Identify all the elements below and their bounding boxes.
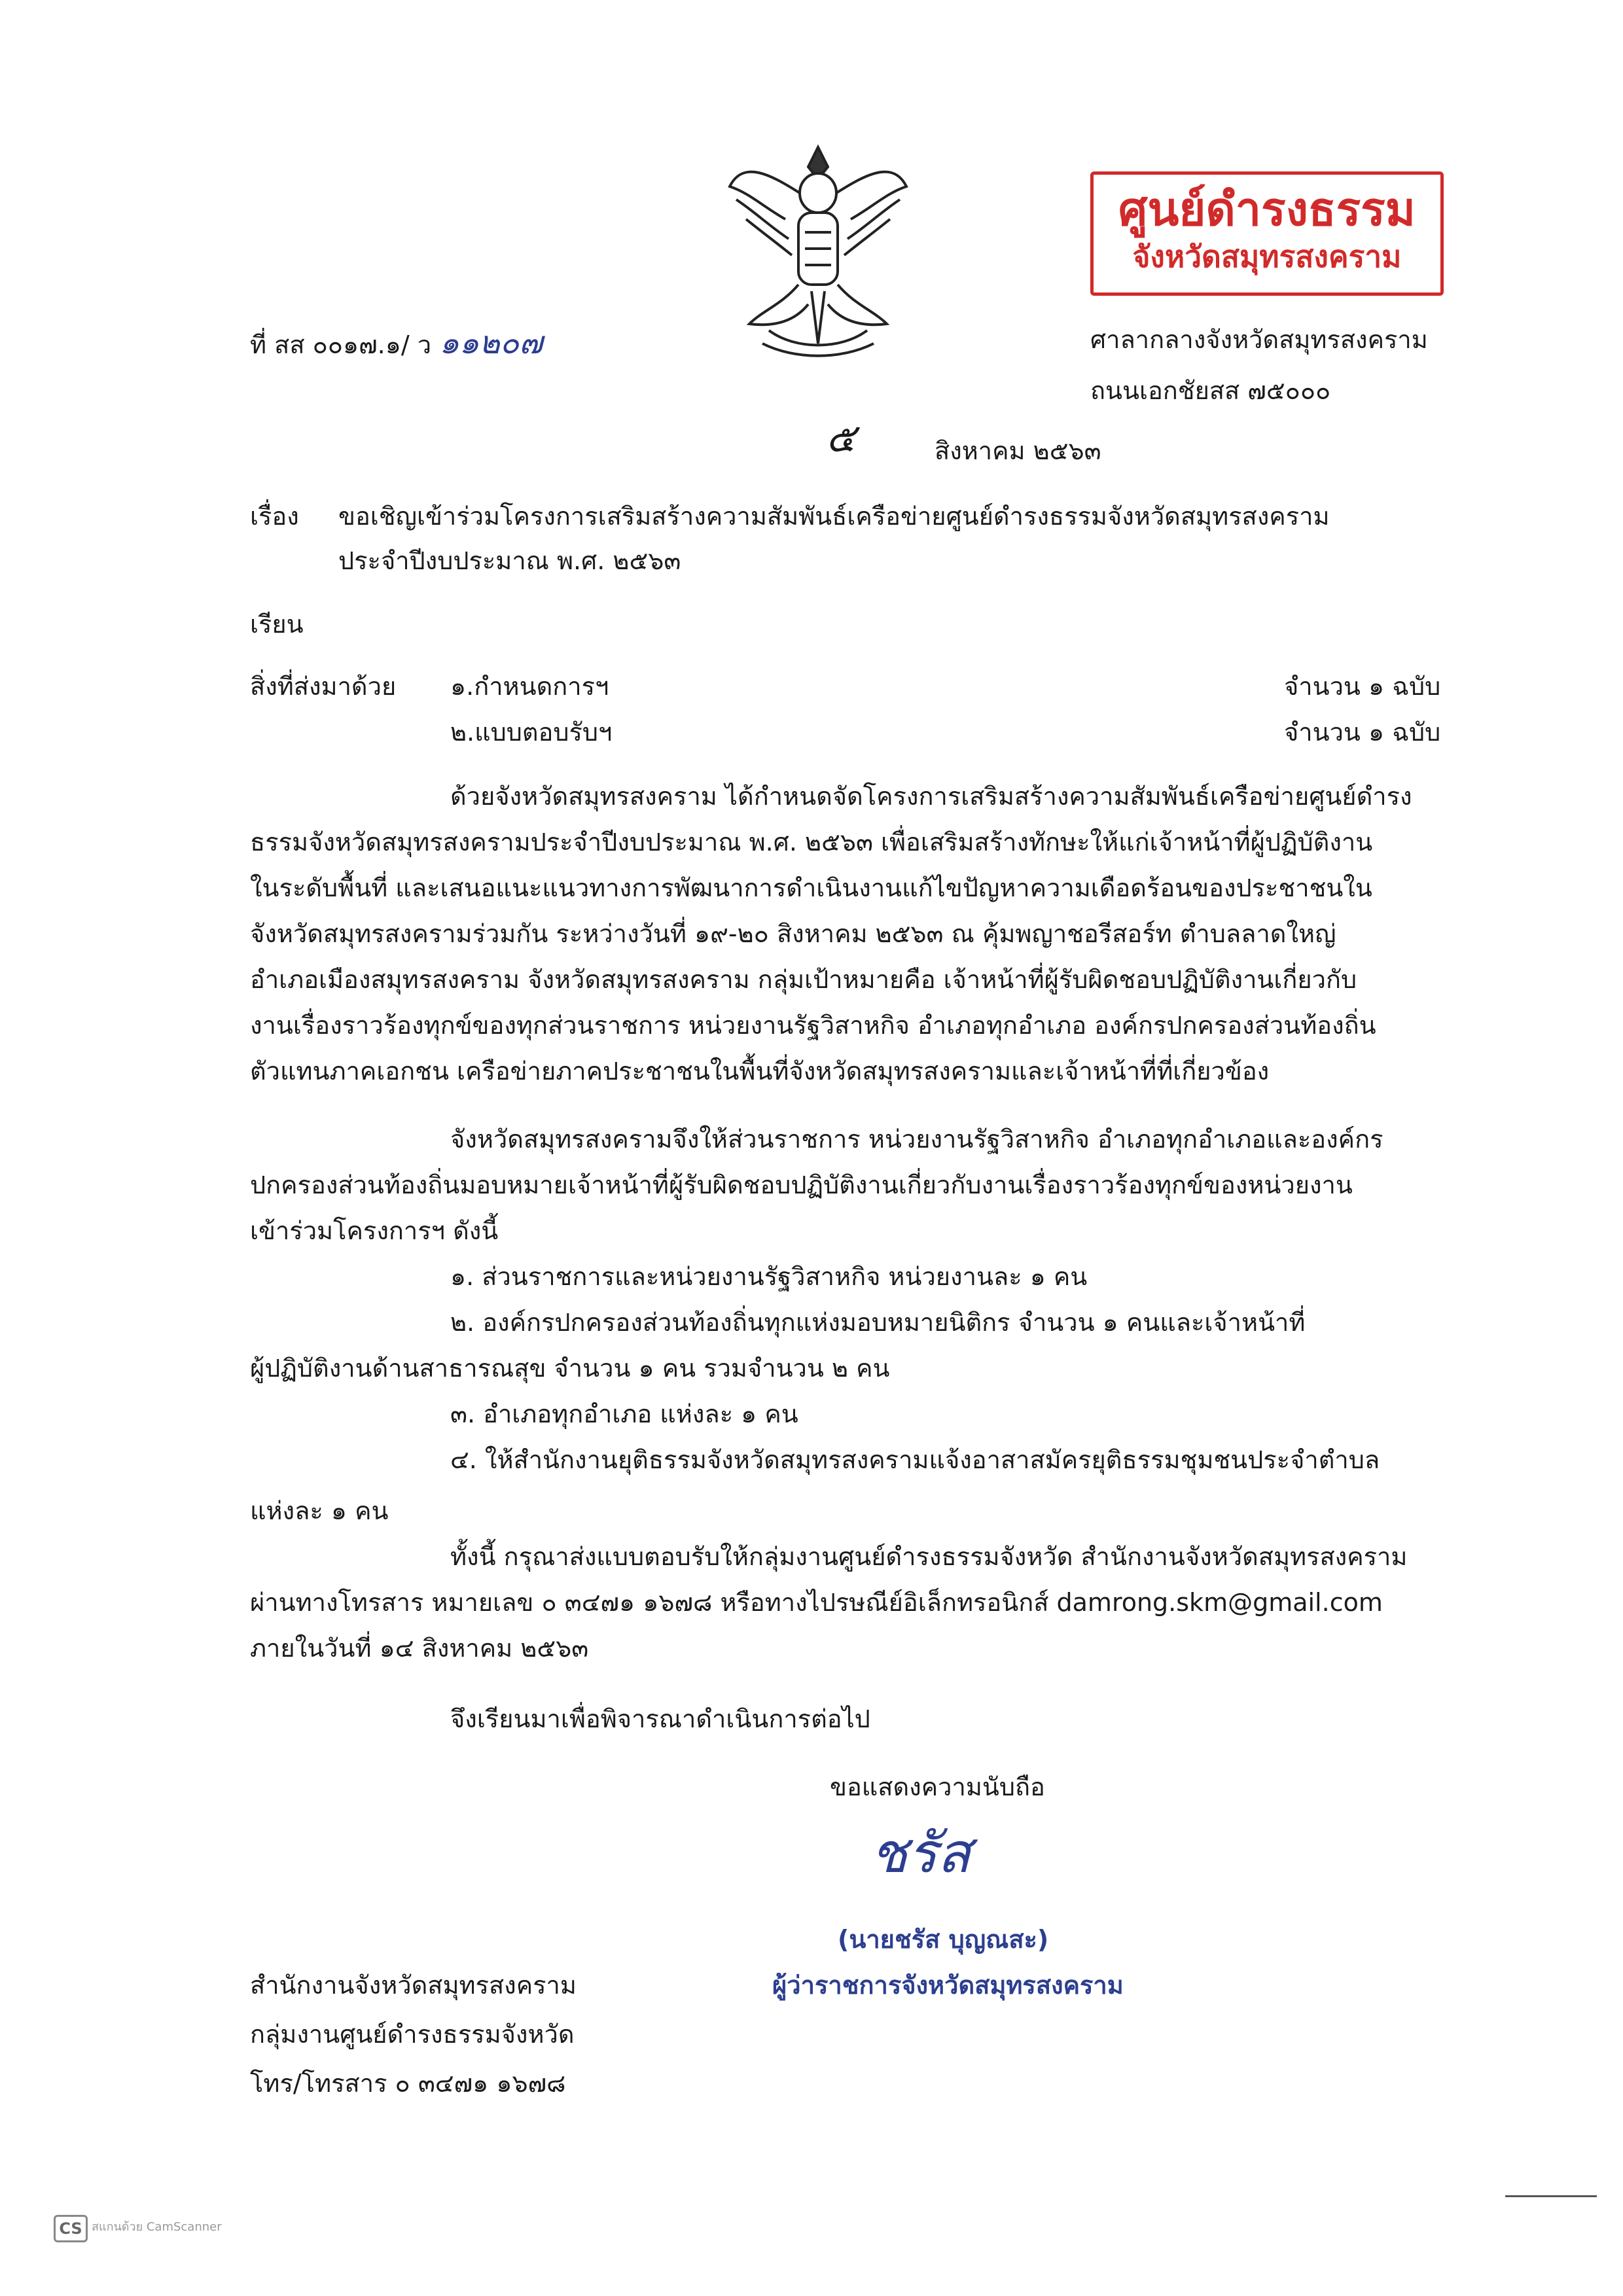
address-line1: ศาลากลางจังหวัดสมุทรสงคราม xyxy=(1090,325,1428,354)
salutation: เรียน xyxy=(250,610,304,639)
list-item-4-line2: แห่งละ ๑ คน xyxy=(250,1496,389,1525)
signer-name: (นายชรัส บุญณสะ) xyxy=(838,1925,1049,1954)
footer-office-line3: โทร/โทรสาร ๐ ๓๔๗๑ ๑๖๗๘ xyxy=(250,2069,566,2098)
enclosure-qty-2: จำนวน ๑ ฉบับ xyxy=(1284,718,1441,747)
doc-number xyxy=(250,327,543,359)
date-month-year: สิงหาคม ๒๕๖๓ xyxy=(935,436,1101,465)
enclosure-item-2: ๒.แบบตอบรับฯ xyxy=(450,718,613,747)
para1-line5: อำเภอเมืองสมุทรสงคราม จังหวัดสมุทรสงคราม กลุ่มเป้าหมายคือ เจ้าหน้าที่ผู้รับผิดชอบปฏิบัติงานเกี่ยวกับ xyxy=(250,965,1357,994)
enclosure-item-1: ๑.กำหนดการฯ xyxy=(450,672,609,701)
bottom-divider xyxy=(1505,2195,1597,2197)
address-line2: ถนนเอกชัยสส ๗๕๐๐๐ xyxy=(1090,376,1331,405)
signature-handwriting: ชรัส xyxy=(870,1821,971,1885)
para3-line2: ผ่านทางโทรสาร หมายเลข ๐ ๓๔๗๑ ๑๖๗๘ หรือทางไปรษณีย์อิเล็กทรอนิกส์ damrong.skm@gmail.com xyxy=(250,1588,1383,1617)
para1-line2: ธรรมจังหวัดสมุทรสงครามประจำปีงบประมาณ พ.ศ. ๒๕๖๓ เพื่อเสริมสร้างทักษะให้แก่เจ้าหน้าที่ผู้ปฏิบัติงาน xyxy=(250,828,1373,857)
date-day-handwritten: ๕ xyxy=(826,415,856,461)
subject-line1: ขอเชิญเข้าร่วมโครงการเสริมสร้างความสัมพันธ์เครือข่ายศูนย์ดำรงธรรมจังหวัดสมุทรสงคราม xyxy=(338,502,1330,531)
subject-label: เรื่อง xyxy=(250,502,299,531)
para3-line1: ทั้งนี้ กรุณาส่งแบบตอบรับให้กลุ่มงานศูนย์ดำรงธรรมจังหวัด สำนักงานจังหวัดสมุทรสงคราม xyxy=(450,1542,1408,1571)
footer-office-line1: สำนักงานจังหวัดสมุทรสงคราม xyxy=(250,1971,577,2000)
list-item-1: ๑. ส่วนราชการและหน่วยงานรัฐวิสาหกิจ หน่วยงานละ ๑ คน xyxy=(450,1262,1088,1291)
doc-number-prefix: ที่ สส ๐๐๑๗.๑/ ว xyxy=(250,330,432,359)
enclosure-qty-1: จำนวน ๑ ฉบับ xyxy=(1284,672,1441,701)
list-item-2-line1: ๒. องค์กรปกครองส่วนท้องถิ่นทุกแห่งมอบหมายนิติกร จำนวน ๑ คนและเจ้าหน้าที่ xyxy=(450,1308,1306,1337)
doc-number-handwritten: ๑๑๒๐๗ xyxy=(439,325,543,361)
para1-line4: จังหวัดสมุทรสงครามร่วมกัน ระหว่างวันที่ ๑๙-๒๐ สิงหาคม ๒๕๖๓ ณ คุ้มพญาชอรีสอร์ท ตำบลลาดใหญ่ xyxy=(250,919,1336,948)
center-stamp xyxy=(1090,171,1444,296)
para3-line3: ภายในวันที่ ๑๔ สิงหาคม ๒๕๖๓ xyxy=(250,1634,589,1663)
para1-line6: งานเรื่องราวร้องทุกข์ของทุกส่วนราชการ หน่วยงานรัฐวิสาหกิจ อำเภอทุกอำเภอ องค์กรปกครองส่วนท้องถิ่น xyxy=(250,1011,1376,1040)
para1-line7: ตัวแทนภาคเอกชน เครือข่ายภาคประชาชนในพื้นที่จังหวัดสมุทรสงครามและเจ้าหน้าที่ที่เกี่ยวข้อง xyxy=(250,1057,1270,1086)
list-item-3: ๓. อำเภอทุกอำเภอ แห่งละ ๑ คน xyxy=(450,1400,798,1428)
garuda-emblem xyxy=(723,134,913,363)
para1-line1: ด้วยจังหวัดสมุทรสงคราม ได้กำหนดจัดโครงการเสริมสร้างความสัมพันธ์เครือข่ายศูนย์ดำรง xyxy=(450,782,1412,811)
stamp-line2: จังหวัดสมุทรสงคราม xyxy=(1132,239,1402,274)
footer-office-line2: กลุ่มงานศูนย์ดำรงธรรมจังหวัด xyxy=(250,2020,575,2049)
para2-line3: เข้าร่วมโครงการฯ ดังนี้ xyxy=(250,1216,499,1245)
stamp-line1: ศูนย์ดำรงธรรม xyxy=(1118,182,1416,236)
para2-line2: ปกครองส่วนท้องถิ่นมอบหมายเจ้าหน้าที่ผู้รับผิดชอบปฏิบัติงานเกี่ยวกับงานเรื่องราวร้องทุกข์ของหน่วยงาน xyxy=(250,1171,1353,1199)
enclosures-label: สิ่งที่ส่งมาด้วย xyxy=(250,672,397,701)
scanner-text: สแกนด้วย CamScanner xyxy=(92,2220,222,2234)
scanner-badge xyxy=(54,2215,88,2242)
closing-paragraph: จึงเรียนมาเพื่อพิจารณาดำเนินการต่อไป xyxy=(450,1704,870,1733)
list-item-4-line1: ๔. ให้สำนักงานยุติธรรมจังหวัดสมุทรสงครามแจ้งอาสาสมัครยุติธรรมชุมชนประจำตำบล xyxy=(450,1445,1380,1474)
subject-line2: ประจำปีงบประมาณ พ.ศ. ๒๕๖๓ xyxy=(338,546,681,575)
para1-line3: ในระดับพื้นที่ และเสนอแนะแนวทางการพัฒนาการดำเนินงานแก้ไขปัญหาความเดือดร้อนของประชาชนใน xyxy=(250,874,1372,902)
signer-position: ผู้ว่าราชการจังหวัดสมุทรสงคราม xyxy=(772,1971,1124,2000)
closing-phrase: ขอแสดงความนับถือ xyxy=(830,1773,1045,1801)
scanner-badge-text: CS xyxy=(59,2219,82,2238)
para2-line1: จังหวัดสมุทรสงครามจึงให้ส่วนราชการ หน่วยงานรัฐวิสาหกิจ อำเภอทุกอำเภอและองค์กร xyxy=(450,1125,1383,1154)
list-item-2-line2: ผู้ปฏิบัติงานด้านสาธารณสุข จำนวน ๑ คน รวมจำนวน ๒ คน xyxy=(250,1354,890,1383)
